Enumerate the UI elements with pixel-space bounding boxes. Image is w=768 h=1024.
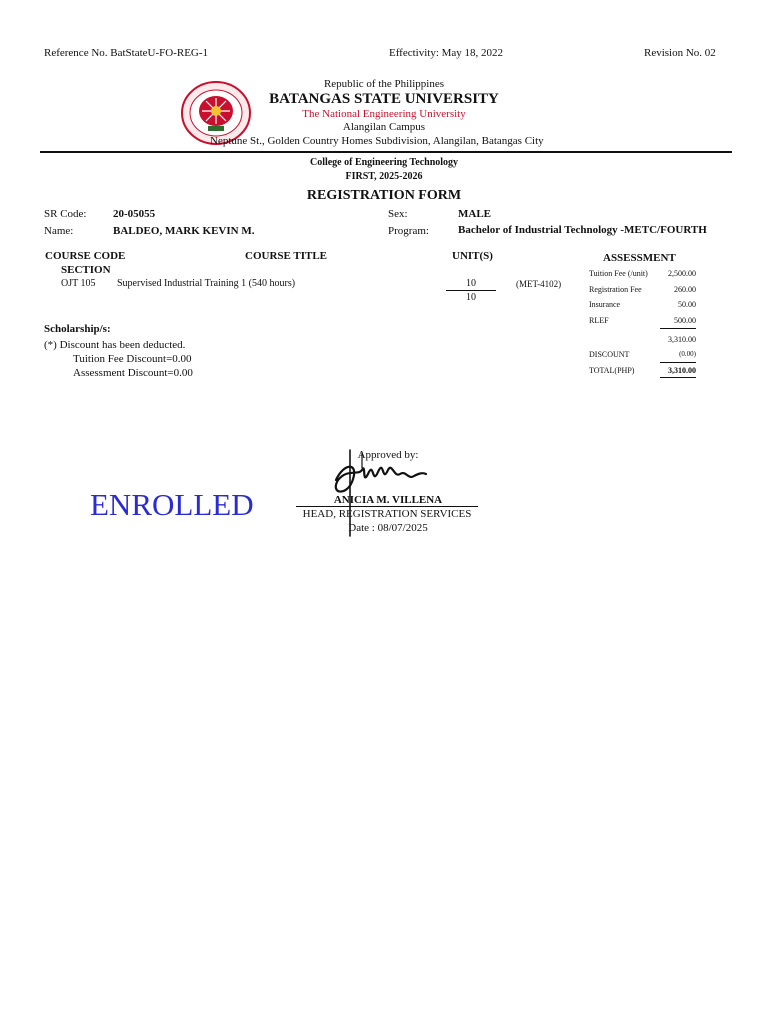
republic-line: Republic of the Philippines (323, 78, 445, 90)
units-header: UNIT(S) (452, 250, 493, 262)
university-name: BATANGAS STATE UNIVERSITY (269, 91, 499, 107)
course-code: OJT 105 (61, 278, 96, 289)
approval-date: Date : 08/07/2025 (348, 522, 428, 534)
section-header: SECTION (61, 264, 111, 276)
signature-line (296, 506, 478, 507)
assessment-item-label: Registration Fee (589, 285, 642, 294)
college-name: College of Engineering Technology (309, 157, 459, 168)
total-units: 10 (466, 292, 476, 303)
course-code-header: COURSE CODE (45, 250, 126, 262)
approved-by-label: Approved by: (357, 449, 419, 461)
sex-value: MALE (458, 208, 491, 220)
units-divider (446, 290, 496, 291)
assessment-item-amount: 50.00 (678, 300, 696, 309)
total-underline (660, 377, 696, 378)
signatory-name: ANICIA M. VILLENA (333, 494, 443, 506)
assessment-item-label: Insurance (589, 300, 621, 309)
effectivity-date: Effectivity: May 18, 2022 (389, 47, 504, 59)
course-section: (MET-4102) (516, 279, 562, 289)
sr-code-value: 20-05055 (113, 208, 156, 220)
form-title: REGISTRATION FORM (306, 188, 462, 203)
total-divider (660, 362, 696, 363)
discount-amount: (0.00) (679, 350, 696, 358)
sr-code-label: SR Code: (44, 208, 87, 220)
course-units: 10 (466, 278, 476, 289)
assessment-item-amount: 260.00 (674, 285, 696, 294)
assessment-subtotal: 3,310.00 (668, 335, 696, 344)
assessment-item-amount: 500.00 (674, 316, 696, 325)
header-divider (40, 151, 732, 153)
assessment-item-label: Tuition Fee (/unit) (589, 269, 648, 278)
assessment-item-label: RLEF (589, 316, 609, 325)
enrollment-status: ENROLLED (90, 487, 254, 522)
assessment-heading: ASSESSMENT (603, 252, 676, 264)
course-title: Supervised Industrial Training 1 (540 hours) (117, 278, 296, 289)
subtotal-divider (660, 328, 696, 329)
discount-label: DISCOUNT (589, 350, 630, 359)
revision-number: Revision No. 02 (644, 47, 716, 59)
name-label: Name: (44, 225, 74, 237)
reference-number: Reference No. BatStateU-FO-REG-1 (44, 47, 209, 59)
campus-name: Alangilan Campus (342, 121, 426, 133)
program-label: Program: (388, 225, 429, 237)
program-value: Bachelor of Industrial Technology -METC/FOURTH (458, 224, 707, 236)
sex-label: Sex: (388, 208, 408, 220)
assessment-item-amount: 2,500.00 (668, 269, 696, 278)
scholarship-heading: Scholarship/s: (44, 323, 111, 335)
course-title-header: COURSE TITLE (245, 250, 328, 262)
university-tagline: The National Engineering University (302, 108, 466, 120)
student-name: BALDEO, MARK KEVIN M. (113, 225, 255, 237)
total-label: TOTAL(PHP) (589, 366, 635, 375)
assessment-discount: Assessment Discount=0.00 (73, 367, 193, 379)
total-amount: 3,310.00 (668, 366, 696, 375)
academic-term: FIRST, 2025-2026 (345, 171, 423, 182)
tuition-fee-discount: Tuition Fee Discount=0.00 (73, 353, 192, 365)
university-address: Neptune St., Golden Country Homes Subdivision, Alangilan, Batangas City (210, 135, 544, 147)
signatory-position: HEAD, REGISTRATION SERVICES (302, 508, 472, 520)
discount-note: (*) Discount has been deducted. (44, 339, 186, 351)
